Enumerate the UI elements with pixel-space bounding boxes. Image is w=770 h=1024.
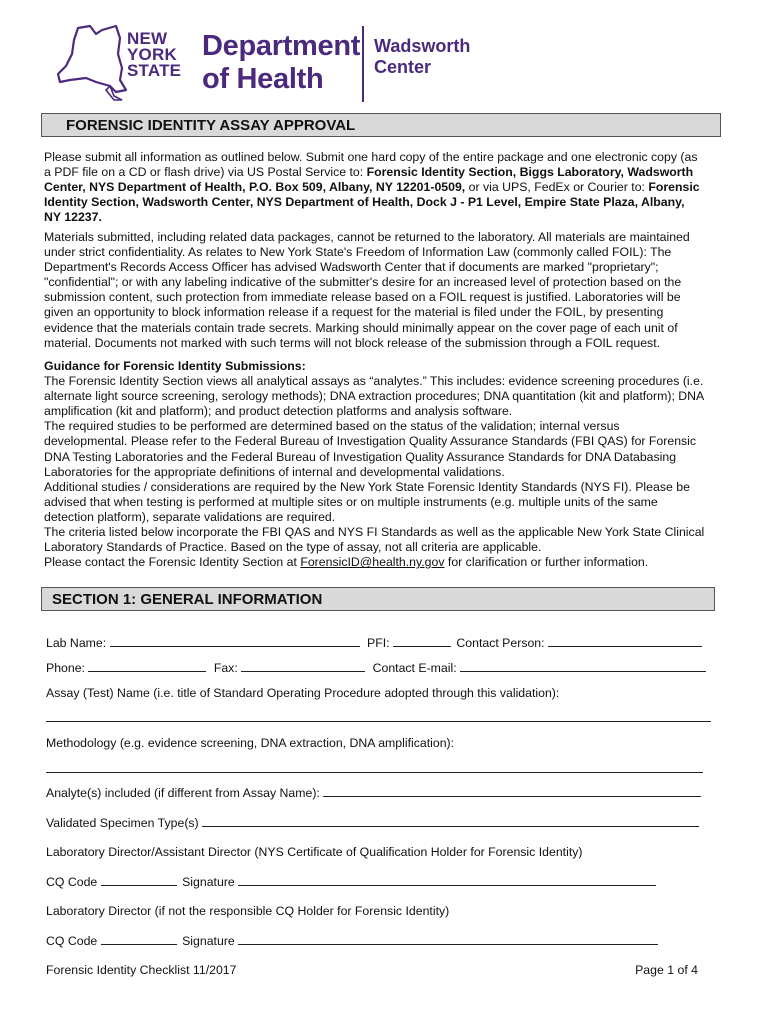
section1-title: SECTION 1: GENERAL INFORMATION bbox=[41, 587, 715, 611]
forensic-id-email-link[interactable]: ForensicID@health.ny.gov bbox=[300, 555, 445, 570]
new-york-state-wordmark: NEW YORK STATE bbox=[127, 29, 182, 80]
pfi-field[interactable] bbox=[393, 645, 451, 647]
guidance-section: Guidance for Forensic Identity Submissions: The Forensic Identity Section views all analytical assays as “analytes.” This includes: evidence screening procedures (i.e. alternate light source screening, serology methods); DNA extraction procedures; DNA quantitation (kit and platform); DNA amplification (kit and platform); and product detection platforms and analysis software. The required studies to be performed are determined based on the status of the validation; internal versus developmental. Please refer to the Federal Bureau of Investigation Quality Assurance Standards (FBI QAS) for Forensic DNA Testing Laboratories and the Federal Bureau of Investigation Quality Assurance Standards for DNA Databasing Laboratories for the appropriate definitions of internal and developmental validations. Additional studies / considerations are required by the New York State Forensic Identity Standards (NYS FI). Please be advised that when testing is performed at multiple sites or on multiple instruments (e.g. multiple units of the same detection platform), separate validations are required. The criteria listed below incorporate the FBI QAS and NYS FI Standards as well as the applicable New York State Clinical Laboratory Standards of Practice. Based on the type of assay, not all criteria are applicable. Please contact the Forensic Identity Section at ForensicID@health.ny.gov for clarification or further information. bbox=[44, 359, 705, 570]
methodology-label: Methodology (e.g. evidence screening, DNA extraction, DNA amplification): bbox=[46, 736, 455, 750]
analytes-row: Analyte(s) included (if different from Assay Name): bbox=[46, 786, 701, 800]
contact-email-field[interactable] bbox=[460, 670, 706, 672]
footer-document-id: Forensic Identity Checklist 11/2017 bbox=[46, 963, 237, 977]
methodology-field[interactable] bbox=[46, 772, 703, 773]
lab-name-row: Lab Name: PFI: Contact Person: bbox=[46, 636, 702, 650]
contact-person-field[interactable] bbox=[548, 645, 702, 647]
signature-field[interactable] bbox=[238, 884, 656, 886]
guidance-heading: Guidance for Forensic Identity Submissions: bbox=[44, 359, 306, 373]
department-of-health-wordmark: Department of Health bbox=[202, 30, 361, 95]
assay-name-field[interactable] bbox=[46, 721, 711, 722]
phone-field[interactable] bbox=[88, 670, 206, 672]
assay-name-label: Assay (Test) Name (i.e. title of Standard Operating Procedure adopted through this validation): bbox=[46, 686, 560, 700]
analytes-field[interactable] bbox=[323, 795, 701, 797]
header-divider bbox=[362, 26, 364, 102]
wadsworth-center-wordmark: Wadsworth Center bbox=[374, 36, 471, 77]
footer-page-number: Page 1 of 4 bbox=[635, 963, 698, 977]
cq-code-field-2[interactable] bbox=[101, 943, 177, 945]
phone-row: Phone: Fax: Contact E-mail: bbox=[46, 661, 706, 675]
page-title: FORENSIC IDENTITY ASSAY APPROVAL bbox=[41, 113, 721, 137]
cq-code-field[interactable] bbox=[101, 884, 177, 886]
intro-paragraph: Please submit all information as outlined below. Submit one hard copy of the entire package and one electronic copy (as a PDF file on a CD or flash drive) via US Postal Service to: Forensic Identity Section, Biggs Laboratory, Wadsworth Center, NYS Department of Health, P.O. Box 509, Albany, NY 12201-0509, or via UPS, FedEx or Courier to: Forensic Identity Section, Wadsworth Center, NYS Department of Health, Dock J - P1 Level, Empire State Plaza, Albany, NY 12237. bbox=[44, 150, 700, 225]
specimen-row: Validated Specimen Type(s) bbox=[46, 816, 699, 830]
signature-field-2[interactable] bbox=[238, 943, 658, 945]
materials-paragraph: Materials submitted, including related data packages, cannot be returned to the laboratory. All materials are maintained under strict confidentiality. As relates to New York State's Freedom of Information Law (commonly called FOIL): The Department's Records Access Officer has advised Wadsworth Center that if documents are marked "proprietary"; "confidential"; or with any labeling indicative of the submitter's desire for an increased level of protection based on the submission content, such protection from immediate release based on a FOIL request is justified. Laboratories will be given an opportunity to block information release if a request for the material is filed under the FOIL, by presenting evidence that the materials contain trade secrets. Marking should minimally appear on the cover page of each unit of material. Documents not marked with such terms will not block release of the submission through a FOIL request. bbox=[44, 230, 690, 350]
cq-signature-row-2: CQ Code Signature bbox=[46, 934, 658, 948]
new-york-state-map-icon bbox=[56, 24, 128, 102]
fax-field[interactable] bbox=[241, 670, 365, 672]
lab-name-field[interactable] bbox=[110, 645, 360, 647]
lab-director-label: Laboratory Director/Assistant Director (NYS Certificate of Qualification Holder for Forensic Identity) bbox=[46, 845, 583, 859]
specimen-type-field[interactable] bbox=[202, 825, 699, 827]
cq-signature-row: CQ Code Signature bbox=[46, 875, 656, 889]
lab-director2-label: Laboratory Director (if not the responsible CQ Holder for Forensic Identity) bbox=[46, 904, 450, 918]
